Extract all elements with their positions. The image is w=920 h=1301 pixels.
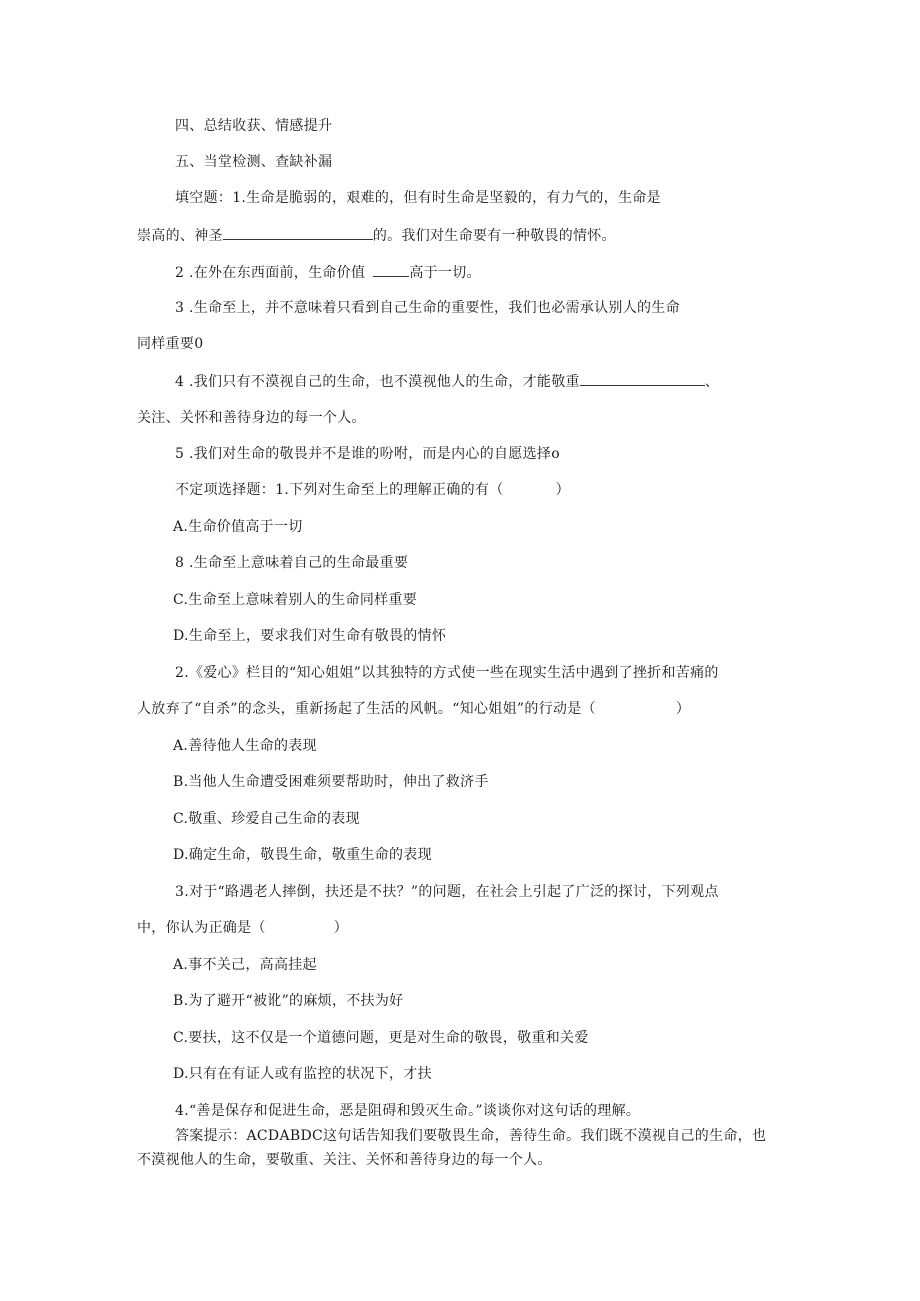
choice-q2-close: ）: [675, 701, 691, 717]
choice-q2-option-d: D.确定生命，敬畏生命，敬重生命的表现: [173, 847, 432, 863]
fill-q2: [175, 262, 481, 283]
fill-q4-line2: 关注、关怀和善待身边的每一个人。: [137, 410, 366, 426]
choice-q2-stem-text: 人放弃了“自杀”的念头，重新扬起了生活的风帆。“知心姐姐”的行动是（: [137, 701, 596, 717]
choice-q3-stem-line1: 3.对于“路遇老人摔倒，扶还是不扶？”的问题，在社会上引起了广泛的探讨，下列观点: [175, 884, 719, 900]
choice-q1-option-a: A.生命价值高于一切: [173, 519, 303, 535]
section-heading-5: 五、当堂检测、查缺补漏: [175, 154, 333, 170]
choice-q3-option-a: A.事不关己，高高挂起: [173, 957, 317, 973]
answer-line2: 不漠视他人的生命，要敬重、关注、关怀和善待身边的每一个人。: [137, 1152, 552, 1168]
fill-blank-3: [580, 371, 705, 386]
choice-q1-close: ）: [555, 482, 570, 498]
choice-q3-option-d: D.只有在有证人或有监控的状况下，才扶: [173, 1066, 432, 1082]
choice-q3-stem-text: 中，你认为正确是（: [137, 920, 266, 936]
fill-q4-text-a: 4 .我们只有不漠视自己的生命，也不漠视他人的生命，才能敬重: [175, 374, 580, 390]
fill-q1-text-b: 的。我们对生命要有一种敬畏的情怀。: [372, 228, 616, 244]
choice-q1-stem-text: 不定项选择题：1.下列对生命至上的理解正确的有（: [175, 482, 504, 498]
choice-q2-stem-line2: [137, 699, 690, 719]
answer-line1: 答案提示：ACDABDC这句话告知我们要敬畏生命，善待生命。我们既不漠视自己的生命，也: [175, 1128, 767, 1144]
choice-q4: 4.“善是保存和促进生命，恶是阻碍和毁灭生命。”谈谈你对这句话的理解。: [175, 1103, 641, 1119]
fill-q2-text-b: 高于一切。: [409, 265, 481, 281]
fill-blank-1: [223, 225, 373, 240]
choice-q2-option-b: B.当他人生命遭受困难须要帮助时，伸出了救济手: [173, 774, 489, 790]
choice-q2-stem-line1: 2.《爱心》栏目的“知心姐姐”以其独特的方式使一些在现实生活中遇到了挫折和苦痛的: [175, 665, 719, 681]
fill-q5: 5 .我们对生命的敬畏并不是谁的吩咐，而是内心的自愿选择o: [175, 446, 560, 462]
choice-q3-stem-line2: [137, 918, 348, 938]
fill-q4-line1: [175, 371, 719, 392]
fill-blank-2: [373, 262, 409, 277]
choice-q1-stem: [175, 480, 570, 500]
choice-q3-close: ）: [333, 920, 349, 936]
choice-q1-option-b: 8 .生命至上意味着自己的生命最重要: [175, 555, 409, 571]
fill-q2-text-a: 2 .在外在东西面前，生命价值: [175, 265, 366, 281]
fill-q1-text-a: 崇高的、神圣: [137, 228, 223, 244]
choice-q2-option-a: A.善待他人生命的表现: [173, 738, 317, 754]
fill-q1-line1: 填空题：1.生命是脆弱的，艰难的，但有时生命是坚毅的，有力气的，生命是: [175, 190, 661, 206]
choice-q3-option-c: C.要扶，这不仅是一个道德问题，更是对生命的敬畏，敬重和关爱: [173, 1030, 589, 1046]
fill-q3-line1: 3 .生命至上，并不意味着只看到自己生命的重要性，我们也必需承认别人的生命: [175, 300, 680, 316]
choice-q2-option-c: C.敬重、珍爱自己生命的表现: [173, 811, 360, 827]
section-heading-4: 四、总结收获、情感提升: [175, 118, 333, 134]
fill-q3-line2: 同样重要0: [137, 336, 204, 352]
fill-q1-line2: [137, 225, 616, 246]
choice-q1-option-d: D.生命至上，要求我们对生命有敬畏的情怀: [173, 628, 447, 644]
choice-q3-option-b: B.为了避开“被讹”的麻烦，不扶为好: [173, 993, 404, 1009]
choice-q1-option-c: C.生命至上意味着别人的生命同样重要: [173, 592, 418, 608]
fill-q4-text-b: 、: [704, 374, 720, 390]
